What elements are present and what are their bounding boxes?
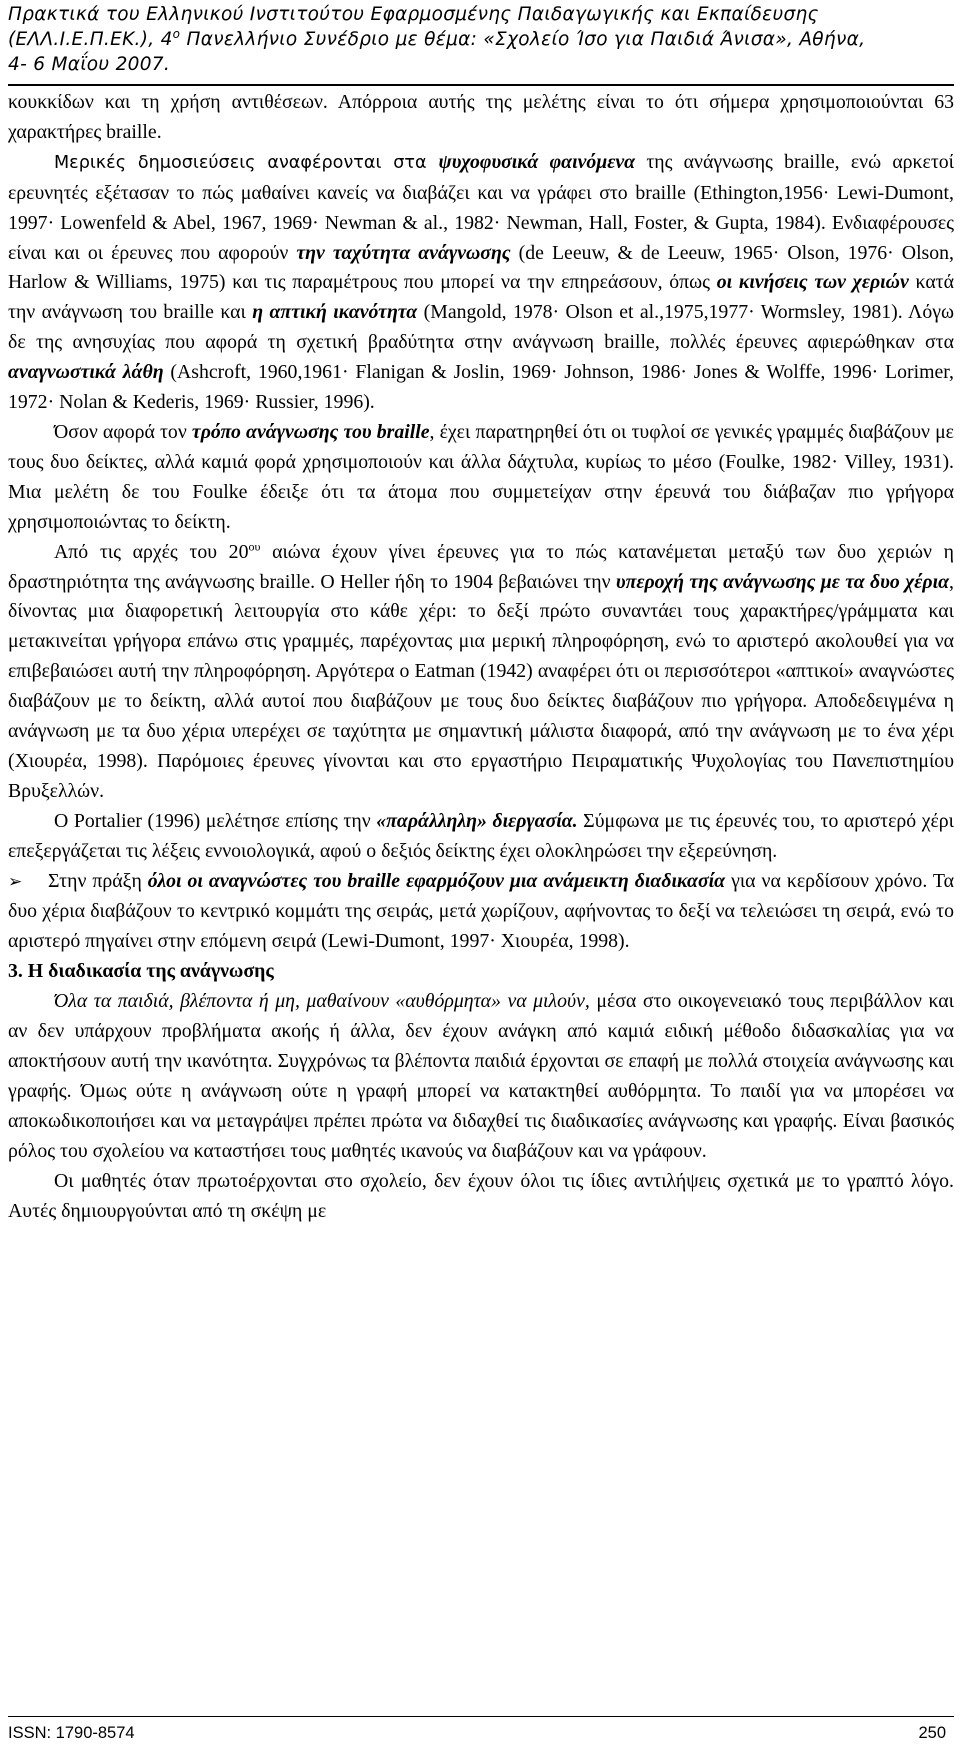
paragraph-2-text-2: , έχει παρατηρηθεί ότι οι τυφλοί σε γενικές γραμμές διαβάζουν με τους δυο δείκτες, αλλά καμιά φορά χρησιμοποιούν και άλλα δάχτυλα, κυρίως το μέσο (Foulke, 1982· Villey, 1931). Μια μελέτη δε του Foulke έδειξε ότι τα άτομα που συμμετείχαν στην έρευνά του διάβαζαν πιο γρήγορα χρησιμοποιώντας το δείκτη.	[8, 420, 954, 533]
paragraph-1-emphasis-2: την ταχύτητα ανάγνωσης	[296, 241, 511, 264]
header-line-2-part-a: (ΕΛΛ.Ι.Ε.Π.ΕΚ.), 4	[8, 29, 173, 50]
paragraph-1-text-2: της ανάγνωσης braille, ενώ αρκετοί ερευνητές εξέτασαν το πώς μαθαίνει κανείς να διαβάζει και να γράφει στο braille (Ethington,1956· Lewi-Dumont, 1997· Lowenfeld & Abel, 1967, 1969· Newman & al., 1982· Newman, Hall, Foster, & Gupta, 1984). Ενδιαφέρουσες είναι και οι έρευνες που αφορούν	[8, 150, 954, 264]
header-line-2	[8, 27, 956, 52]
paragraph-2	[8, 418, 954, 538]
paragraph-1-text-6: (Ashcroft, 1960,1961· Flanigan & Joslin, 1969· Johnson, 1986· Jones & Wolffe, 1996· Lorimer, 1972· Nolan & Kederis, 1969· Russier, 1996).	[8, 361, 954, 414]
paragraph-1	[8, 148, 954, 418]
paragraph-3-text-2: αιώνα έχουν γίνει έρευνες για το πώς κατανέμεται μεταξύ των δυο χεριών η δραστηριότητα της ανάγνωσης braille. Ο Heller ήδη το 1904 βεβαιώνει την	[8, 540, 954, 593]
paragraph-1-text-1: Μερικές δημοσιεύσεις αναφέρονται στα	[54, 152, 439, 173]
page-number: 250	[918, 1724, 946, 1742]
paragraph-6-italic-1: Όλα τα παιδιά, βλέποντα ή μη, μαθαίνουν «αυθόρμητα» να μιλούν,	[54, 990, 590, 1013]
paragraph-1-emphasis-1: ψυχοφυσικά φαινόμενα	[438, 150, 636, 173]
paragraph-1-emphasis-4: η απτική ικανότητα	[252, 301, 418, 324]
header-line-1: Πρακτικά του Ελληνικού Ινστιτούτου Εφαρμοσμένης Παιδαγωγικής και Εκπαίδευσης	[8, 4, 819, 25]
paragraph-5-text-1: Στην πράξη	[48, 869, 148, 892]
paragraph-3-emphasis-1: υπεροχή της ανάγνωσης με τα δυο χέρια	[615, 570, 950, 593]
paragraph-4-text-1: Ο Portalier (1996) μελέτησε επίσης την	[54, 809, 377, 832]
bullet-arrow-icon: ➢	[8, 871, 23, 892]
paragraph-5	[8, 867, 954, 958]
paragraph-3-text-3: , δίνοντας μια διαφορετική λειτουργία στο κάθε χέρι: το δεξί πρώτο συναντάει τους χαρακτήρες/γράμματα και μετακινείται γρήγορα επάνω στις γραμμές, παρέχοντας μια μερική πληροφόρηση, ενώ το αριστερό ακολουθεί για να επιβεβαιώσει αυτή την πληροφόρηση. Αργότερα ο Eatman (1942) αναφέρει ότι οι περισσότεροι «απτικοί» αναγνώστες διαβάζουν με το δείκτη, αλλά αυτοί που διαβάζουν με τους δυο δείκτες διαβάζουν πιο γρήγορα. Αποδεδειγμένα η ανάγνωση με τα δυο χέρια υπερέχει σε ταχύτητα με σημαντική μάλιστα διαφορά, από την ανάγνωση με το ένα χέρι (Χιουρέα, 1998). Παρόμοιες έρευνες γίνονται και στο εργαστήριο Πειραματικής Ψυχολογίας του Πανεπιστημίου Βρυξελλών.	[8, 570, 954, 802]
header-ordinal-sup: ο	[172, 26, 181, 41]
paragraph-1-text-4: κατά την ανάγνωση του braille και	[8, 271, 954, 324]
paragraph-4-text-2: Σύμφωνα με τις έρευνές του, το αριστερό χέρι επεξεργάζεται τις λέξεις εννοιολογικά, αφού ο δεξιός δείκτης έχει ολοκληρώσει την εξερεύνηση.	[8, 809, 954, 862]
paragraph-0	[8, 88, 954, 148]
header-rule	[8, 84, 954, 86]
paragraph-5-emphasis-1: όλοι οι αναγνώστες του braille εφαρμόζουν μια ανάμεικτη διαδικασία	[147, 869, 726, 892]
page-header	[8, 2, 956, 77]
paragraph-3-ordinal-sup: ου	[248, 539, 261, 553]
paragraph-7	[8, 1167, 954, 1227]
paragraph-4	[8, 807, 954, 867]
section-3-heading: 3. Η διαδικασία της ανάγνωσης	[8, 960, 274, 983]
paragraph-6-text-1: μέσα στο οικογενειακό τους περιβάλλον και αν δεν υπάρχουν προβλήματα ακοής ή άλλα, δεν έχουν ανάγκη από καμιά ειδική μέθοδο διδασκαλίας για να αποκτήσουν αυτή την ικανότητα. Συγχρόνως τα βλέποντα παιδιά έρχονται σε επαφή με πολλά στοιχεία ανάγνωσης και γραφής. Όμως ούτε η ανάγνωση ούτε η γραφή μπορεί να κατακτηθεί αυθόρμητα. Το παιδί για να μπορέσει να αποκωδικοποιήσει και να μεταγράψει πρέπει πρώτα να διδαχθεί τις διαδικασίες ανάγνωσης και γραφής. Είναι βασικός ρόλος του σχολείου να καταστήσει τους μαθητές ικανούς να διαβάζουν και να γράφουν.	[8, 990, 954, 1162]
paragraph-0-text: κουκκίδων και τη χρήση αντιθέσεων. Απόρροια αυτής της μελέτης είναι το ότι σήμερα χρησιμοποιούνται 63 χαρακτήρες braille.	[8, 91, 954, 143]
footer-rule	[8, 1716, 954, 1717]
paragraph-1-emphasis-5: αναγνωστικά λάθη	[8, 361, 164, 384]
page-body	[8, 88, 954, 1226]
paragraph-2-emphasis-1: τρόπο ανάγνωσης του braille	[191, 420, 430, 443]
paragraph-1-text-5: (Mangold, 1978· Olson et al.,1975,1977· Wormsley, 1981). Λόγω δε της ανησυχίας που αφορά τη σχετική βραδύτητα στην ανάγνωση braille, πολλές έρευνες αφιερώθηκαν στα	[8, 301, 954, 354]
paragraph-7-text-1: Οι μαθητές όταν πρωτοέρχονται στο σχολείο, δεν έχουν όλοι τις ίδιες αντιλήψεις σχετικά με το γραπτό λόγο. Αυτές δημιουργούνται από τη σκέψη με	[8, 1169, 954, 1222]
issn-label: ISSN: 1790-8574	[8, 1724, 135, 1742]
paragraph-3	[8, 538, 954, 807]
paragraph-2-text-1: Όσον αφορά τον	[54, 420, 192, 443]
paragraph-1-emphasis-3: οι κινήσεις των χεριών	[716, 271, 909, 294]
paragraph-1-text-3: (de Leeuw, & de Leeuw, 1965· Olson, 1976· Olson, Harlow & Williams, 1975) και τις παραμέτρους που μπορεί να την επηρεάσουν, όπως	[8, 241, 954, 294]
paragraph-4-emphasis-1: «παράλληλη» διεργασία.	[376, 809, 578, 832]
paragraph-6	[8, 987, 954, 1166]
header-line-3: 4- 6 Μαΐου 2007.	[8, 54, 171, 75]
paragraph-5-text-2: για να κερδίσουν χρόνο. Τα δυο χέρια διαβάζουν το κεντρικό κομμάτι της σειράς, μετά χωρίζουν, αφήνοντας το δεξί να τελειώσει τη σειρά, ενώ το αριστερό πηγαίνει στην επόμενη σειρά (Lewi-Dumont, 1997· Χιουρέα, 1998).	[8, 869, 955, 953]
header-line-2-part-b: Πανελλήνιο Συνέδριο με θέμα: «Σχολείο Ίσο για Παιδιά Άνισα», Αθήνα,	[180, 29, 866, 50]
paragraph-3-text-1: Από τις αρχές του 20	[54, 540, 249, 563]
